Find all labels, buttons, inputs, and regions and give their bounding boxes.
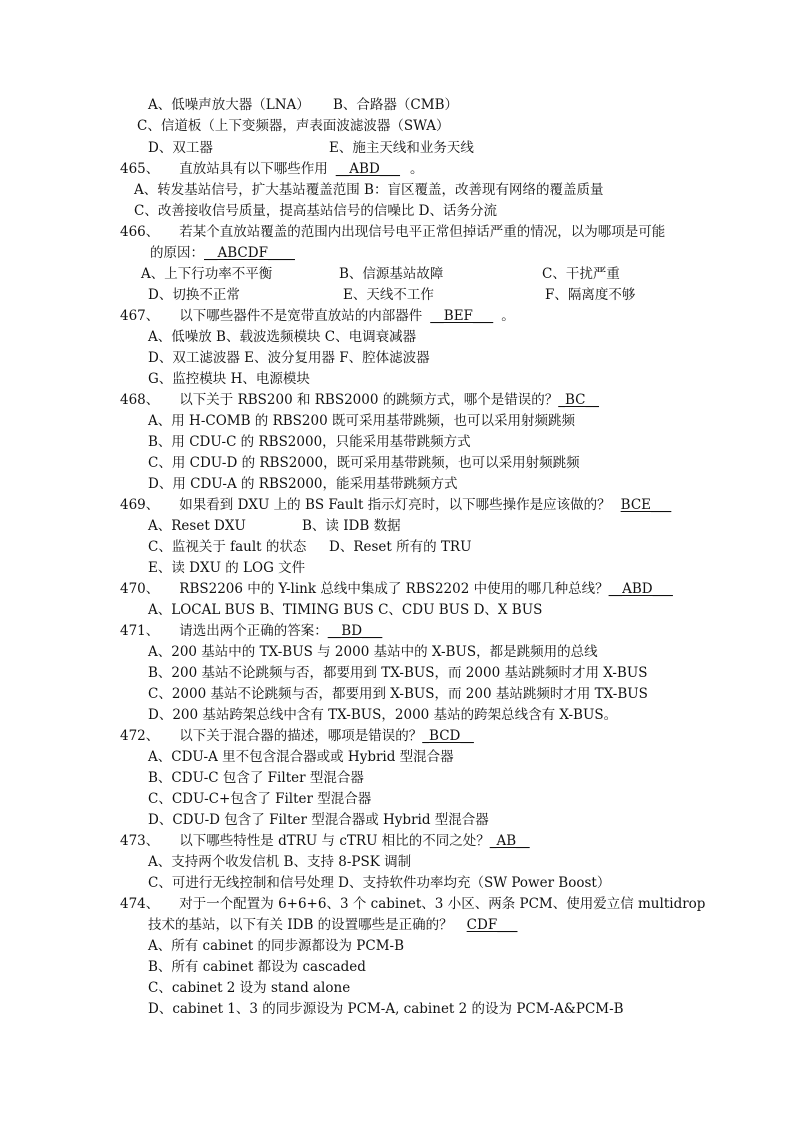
option-text: D、双工滤波器 E、波分复用器 F、腔体滤波器	[148, 350, 430, 366]
option-text: C、可进行无线控制和信号处理 D、支持软件功率均充（SW Power Boost）	[148, 875, 611, 891]
question-number: 472、	[120, 728, 160, 744]
answer: CDF___	[466, 917, 518, 933]
option-text: D、cabinet 1、3 的同步源设为 PCM-A, cabinet 2 的设为 PCM-A&PCM-B	[148, 1001, 624, 1017]
option-a	[148, 517, 246, 535]
option-d	[148, 286, 240, 304]
option-line	[148, 853, 411, 871]
option-text: A、上下行功率不平衡	[141, 266, 273, 282]
question-number: 474、	[120, 896, 160, 912]
option-line	[134, 202, 497, 220]
option-line	[148, 328, 416, 346]
option-text: C、改善接收信号质量，提高基站信号的信噪比 D、话务分流	[134, 203, 497, 219]
option-a	[148, 643, 598, 661]
option-text: E、读 DXU 的 LOG 文件	[148, 560, 306, 576]
option-d	[329, 538, 471, 556]
question-474	[120, 895, 705, 913]
option-text: B、CDU-C 包含了 Filter 型混合器	[148, 770, 364, 786]
option-b	[339, 265, 443, 283]
question-468	[120, 391, 599, 409]
option-text: C、cabinet 2 设为 stand alone	[148, 980, 351, 996]
option-text: D、200 基站跨架总线中含有 TX-BUS，2000 基站的跨架总线含有 X-BUS。	[148, 707, 618, 723]
question-stem: 以下哪些特性是 dTRU 与 cTRU 相比的不同之处？	[179, 833, 490, 849]
question-number: 467、	[120, 308, 160, 324]
option-line	[329, 139, 474, 157]
option-c	[148, 538, 306, 556]
question-stem: 对于一个配置为 6+6+6、3 个 cabinet、3 小区、两条 PCM、使用爱立信 multidrop	[179, 896, 706, 912]
option-line	[134, 181, 603, 199]
option-d: D、双工器	[148, 140, 213, 156]
question-stem: 如果看到 DXU 上的 BS Fault 指示灯亮时，以下哪些操作是应该做的？	[179, 497, 611, 513]
option-b	[148, 664, 647, 682]
option-text: C、用 CDU-D 的 RBS2000，既可采用基带跳频，也可以采用射频跳频	[148, 455, 580, 471]
question-tail: 。	[410, 161, 424, 177]
question-471	[120, 622, 382, 640]
option-a	[148, 412, 575, 430]
option-b: B、合路器（CMB）	[333, 97, 458, 113]
option-e	[343, 286, 434, 304]
question-472	[120, 727, 474, 745]
option-text: B、信源基站故障	[339, 266, 444, 282]
option-text: A、用 H-COMB 的 RBS200 既可采用基带跳频，也可以采用射频跳频	[148, 413, 575, 429]
option-f	[545, 286, 635, 304]
option-e: E、施主天线和业务天线	[329, 140, 474, 156]
option-c: C、信道板（上下变频器，声表面波滤波器（SWA）	[137, 118, 450, 134]
option-b	[148, 958, 366, 976]
question-number: 470、	[120, 581, 160, 597]
option-a	[148, 748, 454, 766]
option-d	[148, 811, 489, 829]
question-stem: 以下关于 RBS200 和 RBS2000 的跳频方式，哪个是错误的？	[179, 392, 559, 408]
option-text: A、支持两个收发信机 B、支持 8-PSK 调制	[148, 854, 412, 870]
question-stem: 技术的基站，以下有关 IDB 的设置哪些是正确的？	[148, 917, 453, 933]
option-text: A、Reset DXU	[148, 518, 246, 534]
option-b	[148, 769, 364, 787]
question-stem: 直放站具有以下哪些作用	[179, 161, 328, 177]
question-466-line2	[150, 244, 295, 262]
question-number: 468、	[120, 392, 160, 408]
option-e	[148, 559, 305, 577]
option-line	[148, 96, 310, 114]
question-stem: 的原因：	[150, 245, 204, 261]
option-text: B、用 CDU-C 的 RBS2000，只能采用基带跳频方式	[148, 434, 471, 450]
question-stem: RBS2206 中的 Y-link 总线中集成了 RBS2202 中使用的哪几种总线？	[179, 581, 609, 597]
option-text: A、200 基站中的 TX-BUS 与 2000 基站中的 X-BUS，都是跳频用的总线	[148, 644, 598, 660]
option-text: D、Reset 所有的 TRU	[329, 539, 472, 555]
question-stem: 若某个直放站覆盖的范围内出现信号电平正常但掉话严重的情况，以为哪项是可能	[179, 224, 666, 240]
answer: __ABD___	[335, 161, 401, 177]
option-text: D、切换不正常	[148, 287, 240, 303]
option-b	[148, 433, 471, 451]
option-c	[148, 790, 371, 808]
answer: BCE___	[620, 497, 672, 513]
question-number: 471、	[120, 623, 160, 639]
option-a: A、低噪声放大器（LNA）	[148, 97, 310, 113]
question-474-line2	[148, 916, 517, 934]
option-line	[148, 874, 610, 892]
answer: __ABCDF____	[204, 245, 295, 261]
option-a	[148, 937, 404, 955]
question-465	[120, 160, 424, 178]
option-text: C、CDU-C+包含了 Filter 型混合器	[148, 791, 372, 807]
option-line	[148, 370, 310, 388]
option-text: C、监视关于 fault 的状态	[148, 539, 307, 555]
answer: _BC__	[558, 392, 600, 408]
option-b	[302, 517, 401, 535]
answer: __ABD___	[608, 581, 673, 597]
option-a	[141, 265, 272, 283]
option-text: B、读 IDB 数据	[302, 518, 401, 534]
option-text: D、CDU-D 包含了 Filter 型混合器或 Hybrid 型混合器	[148, 812, 489, 828]
question-stem: 以下关于混合器的描述，哪项是错误的？	[179, 728, 423, 744]
question-number: 465、	[120, 161, 160, 177]
option-line	[148, 601, 542, 619]
answer: __BD___	[327, 623, 383, 639]
option-c	[148, 454, 580, 472]
option-c	[542, 265, 620, 283]
option-line	[148, 139, 213, 157]
option-text: A、低噪放 B、载波选频模块 C、电调衰减器	[148, 329, 417, 345]
option-text: E、天线不工作	[343, 287, 434, 303]
question-473	[120, 832, 530, 850]
question-467	[120, 307, 515, 325]
question-stem: 请选出两个正确的答案：	[179, 623, 328, 639]
option-line	[148, 349, 430, 367]
option-d	[148, 706, 617, 724]
option-d	[148, 475, 458, 493]
question-466	[120, 223, 665, 241]
option-line	[333, 96, 458, 114]
option-c	[148, 685, 648, 703]
question-tail: 。	[501, 308, 515, 324]
option-text: C、2000 基站不论跳频与否，都要用到 X-BUS，而 200 基站跳频时才用 TX-BUS	[148, 686, 648, 702]
option-text: A、LOCAL BUS B、TIMING BUS C、CDU BUS D、X BUS	[148, 602, 543, 618]
answer: __BEF___	[430, 308, 494, 324]
answer: _BCD__	[422, 728, 474, 744]
option-text: A、所有 cabinet 的同步源都设为 PCM-B	[148, 938, 405, 954]
question-stem: 以下哪些器件不是宽带直放站的内部器件	[179, 308, 423, 324]
option-line	[137, 117, 450, 135]
question-number: 466、	[120, 224, 160, 240]
question-469	[120, 496, 671, 514]
option-d	[148, 1000, 624, 1018]
answer: _AB__	[489, 833, 530, 849]
option-text: C、干扰严重	[542, 266, 620, 282]
question-number: 469、	[120, 497, 160, 513]
option-text: F、隔离度不够	[545, 287, 636, 303]
option-text: D、用 CDU-A 的 RBS2000，能采用基带跳频方式	[148, 476, 458, 492]
option-text: A、CDU-A 里不包含混合器或或 Hybrid 型混合器	[148, 749, 454, 765]
option-text: A、转发基站信号，扩大基站覆盖范围 B：盲区覆盖，改善现有网络的覆盖质量	[134, 182, 604, 198]
question-470	[120, 580, 673, 598]
question-number: 473、	[120, 833, 160, 849]
option-c	[148, 979, 350, 997]
option-text: B、所有 cabinet 都设为 cascaded	[148, 959, 366, 975]
option-text: B、200 基站不论跳频与否，都要用到 TX-BUS，而 2000 基站跳频时才用 X-BUS	[148, 665, 648, 681]
option-text: G、监控模块 H、电源模块	[148, 371, 310, 387]
